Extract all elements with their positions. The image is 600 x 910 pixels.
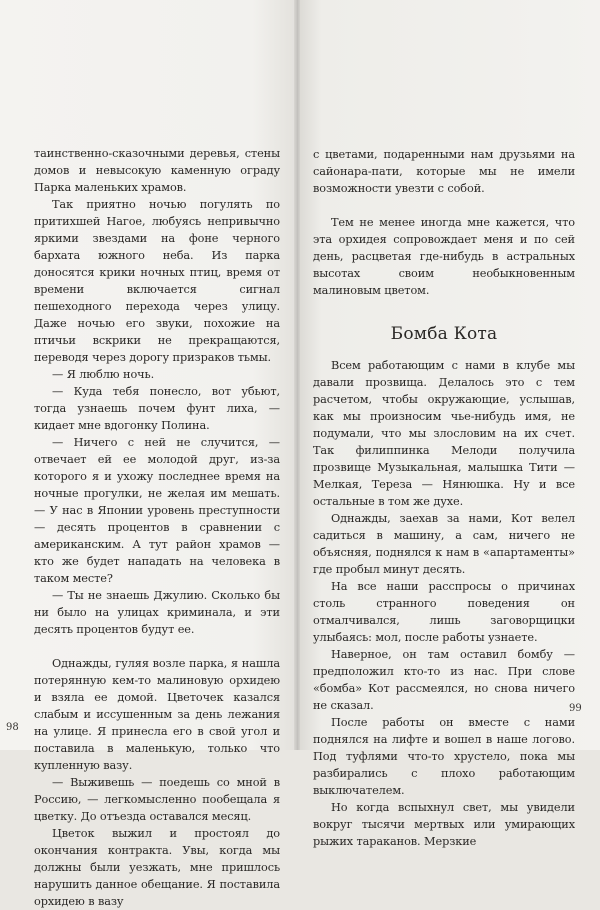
paragraph: Всем работающим с нами в клубе мы давали прозвища. Делалось это с тем расчетом, чтобы окружающие, услышав, как мы произносим чье-нибудь имя, не подумали, что мы злословим на их счет. Так филиппинка Мелоди получила прозвище Музыкальная, малышка Тити — Мелкая, Тереза — Нянюшка. Ну и все остальные в том же духе.	[313, 359, 575, 508]
paragraph: — Выживешь — поедешь со мной в Россию, — легкомысленно пообещала я цветку. До отъезда оставался месяц.	[34, 776, 280, 823]
paragraph: После работы он вместе с нами поднялся на лифте и вошел в наше логово. Под туфлями что-то хрустело, пока мы разбирались с плохо работающим выключателем.	[313, 716, 575, 797]
paragraph: Наверное, он там оставил бомбу — предположил кто-то из нас. При слове «бомба» Кот рассмеялся, но снова ничего не сказал.	[313, 648, 575, 712]
paragraph: Однажды, заехав за нами, Кот велел садиться в машину, а сам, ничего не объясняя, поднялся к нам в «апартаменты» где пробыл минут десять.	[313, 512, 575, 576]
paragraph: Так приятно ночью погулять по притихшей Нагое, любуясь непривычно яркими звездами на фоне черного бархата южного неба. Из парка доносятся крики ночных птиц, время от времени включается сигнал пешеходного перехода через улицу. Даже ночью его звуки, похожие на птичьи вскрики не прекращаются, переводя через дорогу призраков тьмы.	[34, 198, 280, 364]
page-number: 99	[569, 703, 582, 714]
paragraph: Цветок выжил и простоял до окончания контракта. Увы, когда мы должны были уезжать, мне пришлось нарушить данное обещание. Я поставила орхидею в вазу	[34, 827, 280, 908]
book-gutter	[294, 0, 300, 750]
right-page	[297, 0, 600, 848]
left-page	[0, 0, 297, 908]
page-number: 98	[6, 722, 19, 733]
paragraph: Но когда вспыхнул свет, мы увидели вокруг тысячи мертвых или умирающих рыжих тараканов. Мерзкие	[313, 801, 575, 848]
left-page-text	[34, 145, 280, 910]
paragraph: — Ничего с ней не случится, — отвечает ей ее молодой друг, из-за которого я и ухожу последнее время на ночные прогулки, не желая им мешать. — У нас в Японии уровень преступности — десять процентов в сравнении с американским. А тут район храмов — кто же будет нападать на человека в таком месте?	[34, 436, 280, 585]
section-title: Бомба Кота	[390, 324, 498, 344]
paragraph: — Я люблю ночь.	[52, 368, 155, 381]
paragraph: Тем не менее иногда мне кажется, что эта орхидея сопровождает меня и по сей день, расцветая где-нибудь в астральных высотах своим необыкновенным малиновым цветом.	[313, 216, 575, 297]
paragraph: Однажды, гуляя возле парка, я нашла потерянную кем-то малиновую орхидею и взяла ее домой. Цветочек казался слабым и иссушенным за день лежания на улице. Я принесла его в свой угол и поставила в маленькую, только что купленную вазу.	[34, 657, 280, 772]
paragraph: таинственно-сказочными деревья, стены домов и невысокую каменную ограду Парка маленьких храмов.	[34, 147, 280, 194]
right-page-text	[313, 146, 575, 850]
paragraph: с цветами, подаренными нам друзьями на сайонара-пати, которые мы не имели возможности увезти с собой.	[313, 148, 575, 195]
paragraph: — Куда тебя понесло, вот убьют, тогда узнаешь почем фунт лиха, — кидает мне вдогонку Полина.	[34, 385, 280, 432]
paragraph: — Ты не знаешь Джулию. Сколько бы ни было на улицах криминала, и эти десять процентов будут ее.	[34, 589, 280, 636]
paragraph: На все наши расспросы о причинах столь странного поведения он отмалчивался, лишь заговорщицки улыбаясь: мол, после работы узнаете.	[313, 580, 575, 644]
